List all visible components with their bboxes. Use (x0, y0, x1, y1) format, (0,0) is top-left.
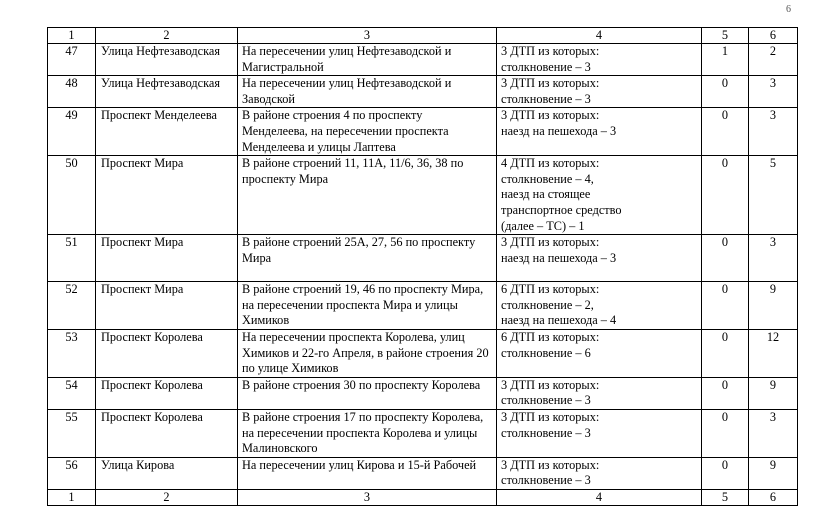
header-cell: 1 (48, 28, 96, 44)
col5-cell: 0 (702, 377, 749, 409)
row-number: 51 (48, 235, 96, 282)
row-number: 49 (48, 108, 96, 156)
accidents-cell: 6 ДТП из которых: столкновение – 6 (497, 329, 702, 377)
col6-cell: 3 (749, 409, 798, 457)
street-cell: Улица Нефтезаводская (96, 76, 238, 108)
page-number: 6 (786, 4, 791, 15)
col6-cell: 9 (749, 377, 798, 409)
street-cell: Проспект Мира (96, 235, 238, 282)
footer-cell: 1 (48, 489, 96, 505)
row-number: 55 (48, 409, 96, 457)
accidents-cell: 3 ДТП из которых: столкновение – 3 (497, 76, 702, 108)
street-cell: Улица Кирова (96, 457, 238, 489)
col5-cell: 0 (702, 282, 749, 330)
street-cell: Проспект Мира (96, 156, 238, 235)
table-row (48, 457, 798, 489)
location-cell: На пересечении улиц Нефтезаводской и Магистральной (238, 44, 497, 76)
table-row (48, 377, 798, 409)
accidents-cell: 3 ДТП из которых: столкновение – 3 (497, 44, 702, 76)
table-row (48, 108, 798, 156)
footer-cell: 5 (702, 489, 749, 505)
location-cell: На пересечении улиц Нефтезаводской и Заводской (238, 76, 497, 108)
accidents-cell: 3 ДТП из которых: наезд на пешехода – 3 (497, 235, 702, 282)
footer-cell: 3 (238, 489, 497, 505)
row-number: 52 (48, 282, 96, 330)
header-number-row (48, 28, 798, 44)
location-cell: В районе строения 17 по проспекту Королева, на пересечении проспекта Королева и улицы Малиновского (238, 409, 497, 457)
row-number: 54 (48, 377, 96, 409)
accidents-cell: 6 ДТП из которых: столкновение – 2, наезд на пешехода – 4 (497, 282, 702, 330)
header-cell: 2 (96, 28, 238, 44)
col5-cell: 0 (702, 235, 749, 282)
col5-cell: 0 (702, 108, 749, 156)
location-cell: В районе строения 30 по проспекту Королева (238, 377, 497, 409)
location-cell: На пересечении улиц Кирова и 15-й Рабочей (238, 457, 497, 489)
accidents-cell: 3 ДТП из которых: столкновение – 3 (497, 377, 702, 409)
location-cell: В районе строений 11, 11А, 11/6, 36, 38 по проспекту Мира (238, 156, 497, 235)
header-cell: 6 (749, 28, 798, 44)
footer-number-row (48, 489, 798, 505)
location-cell: В районе строений 25А, 27, 56 по проспекту Мира (238, 235, 497, 282)
col6-cell: 3 (749, 76, 798, 108)
col5-cell: 0 (702, 457, 749, 489)
street-cell: Проспект Королева (96, 409, 238, 457)
col5-cell: 0 (702, 76, 749, 108)
row-number: 56 (48, 457, 96, 489)
table-row (48, 282, 798, 330)
accident-table (47, 27, 798, 506)
street-cell: Улица Нефтезаводская (96, 44, 238, 76)
footer-cell: 6 (749, 489, 798, 505)
col5-cell: 0 (702, 409, 749, 457)
header-cell: 5 (702, 28, 749, 44)
street-cell: Проспект Королева (96, 377, 238, 409)
table-row (48, 44, 798, 76)
header-cell: 3 (238, 28, 497, 44)
row-number: 48 (48, 76, 96, 108)
col6-cell: 2 (749, 44, 798, 76)
accidents-cell: 4 ДТП из которых: столкновение – 4, наезд на стоящее транспортное средство (далее – ТС) – 1 (497, 156, 702, 235)
col6-cell: 12 (749, 329, 798, 377)
table-row (48, 235, 798, 282)
street-cell: Проспект Менделеева (96, 108, 238, 156)
col5-cell: 0 (702, 329, 749, 377)
row-number: 50 (48, 156, 96, 235)
table-row (48, 329, 798, 377)
col6-cell: 9 (749, 457, 798, 489)
header-cell: 4 (497, 28, 702, 44)
row-number: 47 (48, 44, 96, 76)
table-row (48, 156, 798, 235)
footer-cell: 4 (497, 489, 702, 505)
street-cell: Проспект Королева (96, 329, 238, 377)
accidents-cell: 3 ДТП из которых: столкновение – 3 (497, 457, 702, 489)
col6-cell: 9 (749, 282, 798, 330)
col5-cell: 0 (702, 156, 749, 235)
col6-cell: 3 (749, 235, 798, 282)
footer-cell: 2 (96, 489, 238, 505)
accidents-cell: 3 ДТП из которых: наезд на пешехода – 3 (497, 108, 702, 156)
location-cell: В районе строений 19, 46 по проспекту Мира, на пересечении проспекта Мира и улицы Химиков (238, 282, 497, 330)
col6-cell: 3 (749, 108, 798, 156)
table-row (48, 409, 798, 457)
table-row (48, 76, 798, 108)
location-cell: В районе строения 4 по проспекту Менделеева, на пересечении проспекта Менделеева и улицы Лаптева (238, 108, 497, 156)
col6-cell: 5 (749, 156, 798, 235)
street-cell: Проспект Мира (96, 282, 238, 330)
row-number: 53 (48, 329, 96, 377)
accidents-cell: 3 ДТП из которых: столкновение – 3 (497, 409, 702, 457)
location-cell: На пересечении проспекта Королева, улиц Химиков и 22-го Апреля, в районе строения 20 по улице Химиков (238, 329, 497, 377)
col5-cell: 1 (702, 44, 749, 76)
